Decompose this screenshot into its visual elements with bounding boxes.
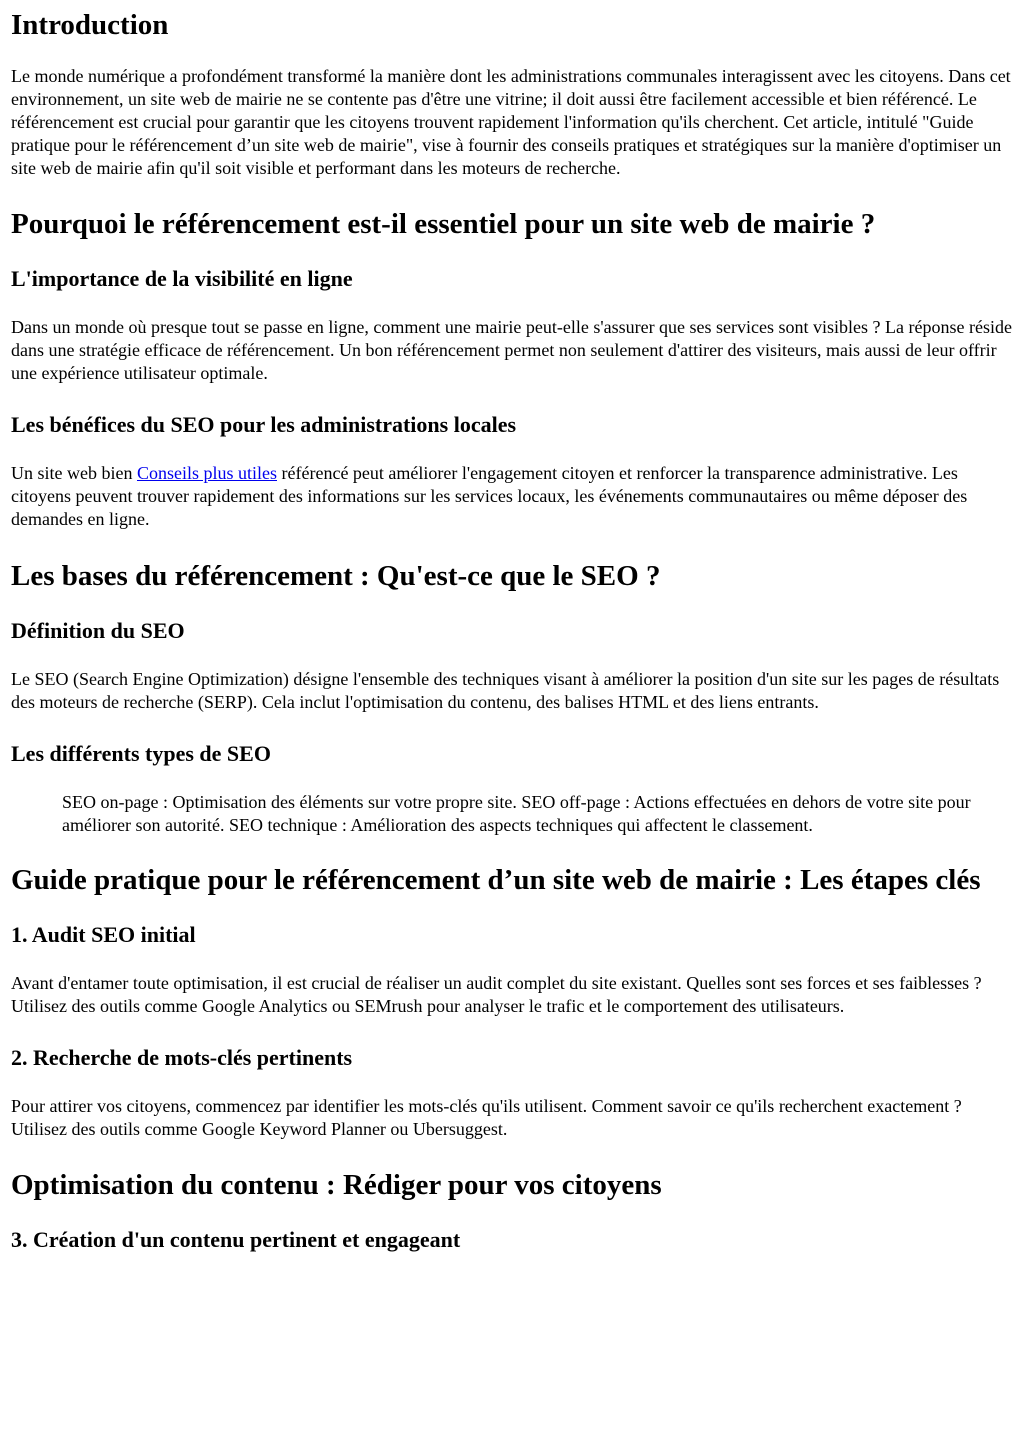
benefits-heading: Les bénéfices du SEO pour les administrations locales — [11, 412, 517, 437]
visibility-heading: L'importance de la visibilité en ligne — [11, 266, 353, 291]
audit-heading: 1. Audit SEO initial — [11, 922, 196, 947]
definition-paragraph: Le SEO (Search Engine Optimization) désigne l'ensemble des techniques visant à améliorer la position d'un site sur les pages de résultats des moteurs de recherche (SERP). Cela inclut l'optimisation du contenu, des balises HTML et des liens entrants. — [11, 669, 1000, 712]
basics-heading: Les bases du référencement : Qu'est-ce que le SEO ? — [11, 560, 661, 592]
definition-heading: Définition du SEO — [11, 618, 185, 643]
benefits-paragraph — [11, 462, 1013, 531]
content-heading: Optimisation du contenu : Rédiger pour vos citoyens — [11, 1169, 662, 1201]
types-heading: Les différents types de SEO — [11, 741, 271, 766]
why-heading: Pourquoi le référencement est-il essentiel pour un site web de mairie ? — [11, 208, 876, 240]
conseils-link[interactable]: Conseils plus utiles — [136, 463, 277, 483]
seo-types-quote: SEO on-page : Optimisation des éléments sur votre propre site. SEO off-page : Actions effectuées en dehors de votre site pour améliorer son autorité. SEO technique : Amélioration des aspects techniques qui affectent le classement. — [62, 792, 971, 835]
guide-heading: Guide pratique pour le référencement d’un site web de mairie : Les étapes clés — [11, 864, 981, 896]
intro-paragraph: Le monde numérique a profondément transformé la manière dont les administrations communales interagissent avec les citoyens. Dans cet environnement, un site web de mairie ne se contente pas d'être une vitrine; il doit aussi être facilement accessible et bien référencé. Le référencement est crucial pour garantir que les citoyens trouvent rapidement l'information qu'ils cherchent. Cet article, intitulé "Guide pratique pour le référencement d’un site web de mairie", vise à fournir des conseils pratiques et stratégiques sur la manière d'optimiser un site web de mairie afin qu'il soit visible et performant dans les moteurs de recherche. — [11, 66, 1011, 178]
benefits-text-end: référencé peut améliorer l'engagement citoyen et renforcer la transparence administrative. Les citoyens peuvent trouver rapidement des informations sur les services locaux, les événements communautaires ou même déposer des demandes en ligne. — [11, 463, 968, 529]
intro-heading: Introduction — [11, 9, 169, 41]
keywords-heading: 2. Recherche de mots-clés pertinents — [11, 1045, 353, 1070]
audit-paragraph: Avant d'entamer toute optimisation, il est crucial de réaliser un audit complet du site existant. Quelles sont ses forces et ses faiblesses ? Utilisez des outils comme Google Analytics ou SEMrush pour analyser le trafic et le comportement des utilisateurs. — [11, 973, 982, 1016]
visibility-paragraph: Dans un monde où presque tout se passe en ligne, comment une mairie peut-elle s'assurer que ses services sont visibles ? La réponse réside dans une stratégie efficace de référencement. Un bon référencement permet non seulement d'attirer des visiteurs, mais aussi de leur offrir une expérience utilisateur optimale. — [11, 317, 1012, 383]
keywords-paragraph: Pour attirer vos citoyens, commencez par identifier les mots-clés qu'ils utilisent. Comment savoir ce qu'ils recherchent exactement ? Utilisez des outils comme Google Keyword Planner ou Ubersuggest. — [11, 1096, 962, 1139]
creation-heading: 3. Création d'un contenu pertinent et engageant — [11, 1227, 461, 1252]
benefits-text-start: Un site web bien — [11, 463, 137, 483]
